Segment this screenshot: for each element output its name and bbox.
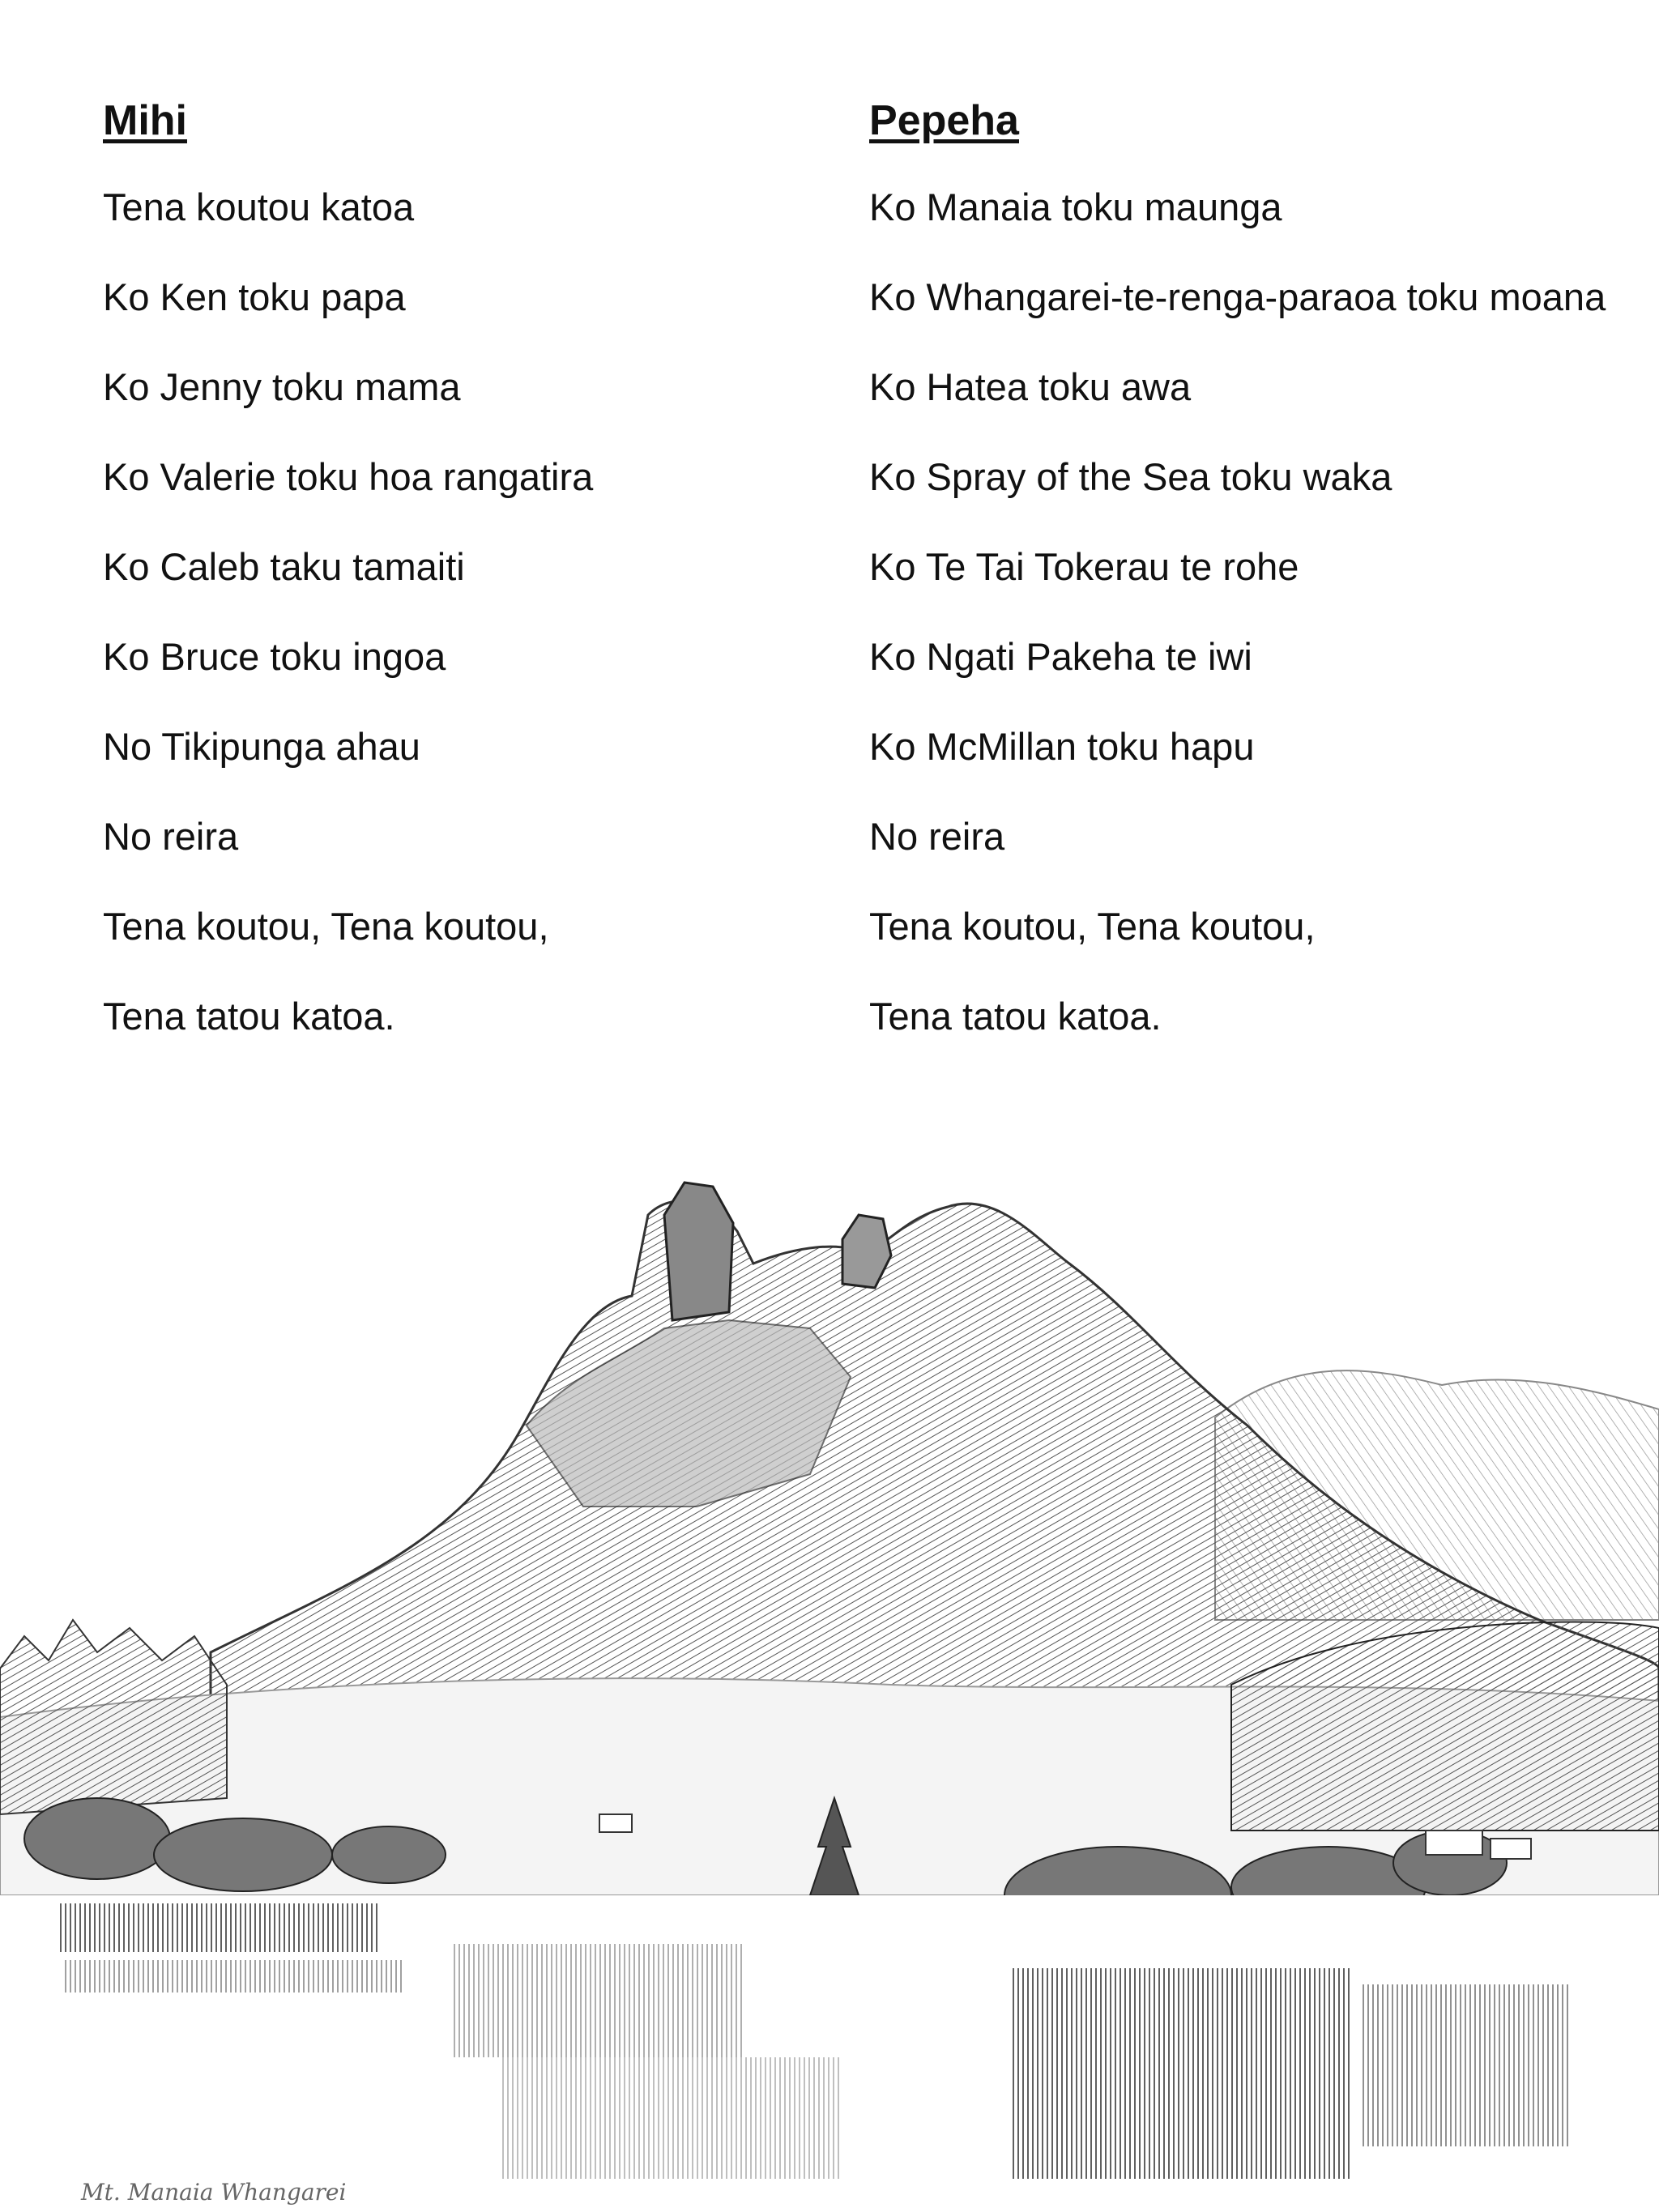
mihi-line: Tena tatou katoa.	[103, 995, 395, 1038]
mihi-line: No reira	[103, 815, 239, 859]
mihi-line: Ko Jenny toku mama	[103, 365, 461, 409]
tree-line	[0, 1620, 227, 1814]
rock-pinnacle	[664, 1183, 733, 1320]
pepeha-line: Ko Hatea toku awa	[869, 365, 1192, 409]
mihi-heading: Mihi	[103, 97, 187, 144]
mihi-line: Ko Ken toku papa	[103, 275, 406, 319]
artwork-caption: Mt. Manaia Whangarei	[81, 2179, 347, 2206]
mihi-line: Ko Valerie toku hoa rangatira	[103, 455, 594, 499]
pepeha-line: Ko Ngati Pakeha te iwi	[869, 635, 1252, 679]
pepeha-line: Ko McMillan toku hapu	[869, 725, 1255, 769]
mountain-sketch	[0, 1166, 1659, 2212]
pepeha-heading: Pepeha	[869, 97, 1019, 144]
mihi-line: No Tikipunga ahau	[103, 725, 420, 769]
pepeha-line: No reira	[869, 815, 1005, 859]
pepeha-line: Ko Manaia toku maunga	[869, 185, 1282, 229]
pepeha-line: Ko Te Tai Tokerau te rohe	[869, 545, 1299, 589]
pepeha-column	[869, 96, 1647, 1084]
pepeha-line: Tena koutou, Tena koutou,	[869, 905, 1316, 948]
mihi-line: Ko Caleb taku tamaiti	[103, 545, 465, 589]
pepeha-line: Tena tatou katoa.	[869, 995, 1162, 1038]
pepeha-line: Ko Spray of the Sea toku waka	[869, 455, 1392, 499]
mihi-line: Tena koutou, Tena koutou,	[103, 905, 549, 948]
mihi-column	[103, 96, 816, 1084]
pepeha-line: Ko Whangarei-te-renga-paraoa toku moana	[869, 275, 1606, 319]
mihi-line: Ko Bruce toku ingoa	[103, 635, 446, 679]
mihi-line: Tena koutou katoa	[103, 185, 415, 229]
